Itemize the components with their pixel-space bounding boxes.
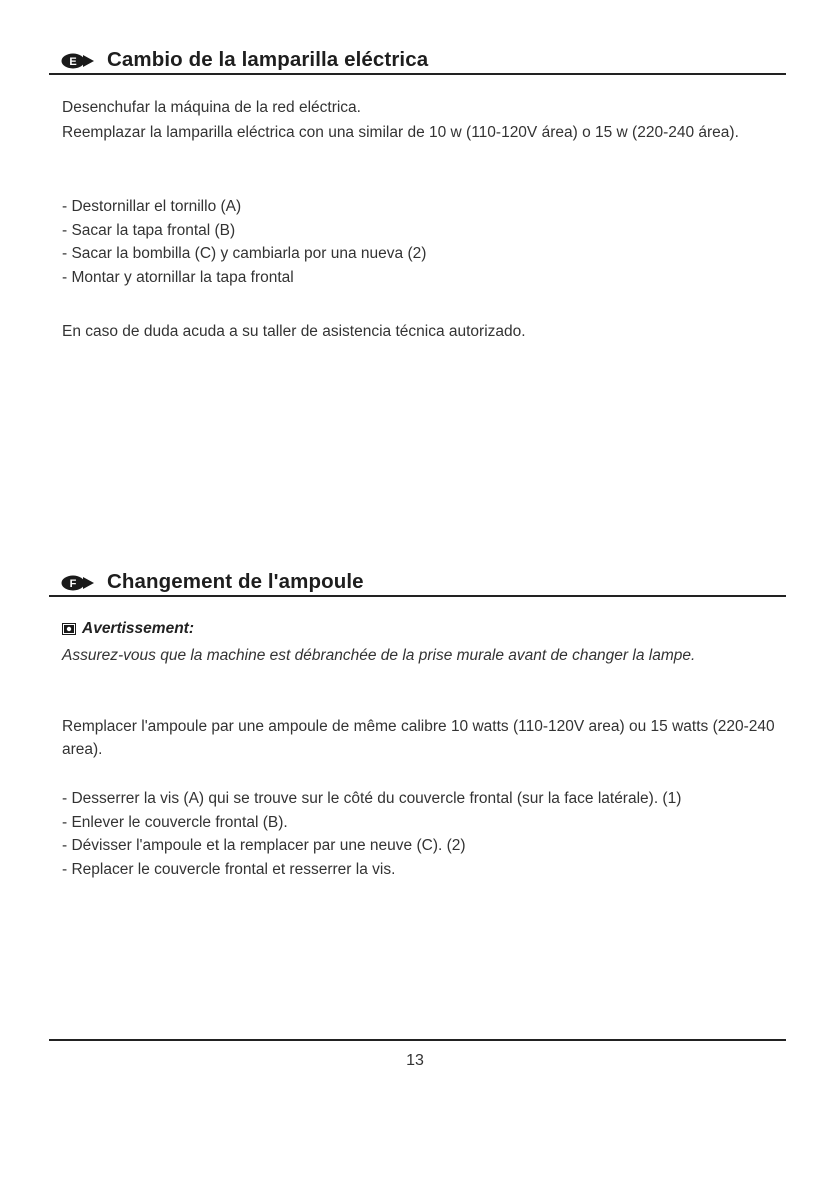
- list-item: - Replacer le couvercle frontal et resserrer la vis.: [62, 860, 396, 878]
- steps-list-fr: [62, 787, 681, 881]
- section-heading-fr: [49, 570, 786, 597]
- steps-list-es: [62, 195, 426, 289]
- list-item: - Montar y atornillar la tapa frontal: [62, 268, 294, 286]
- language-badge-fr-icon: [61, 575, 95, 591]
- warning-text: Assurez-vous que la machine est débranchée de la prise murale avant de changer la lampe.: [62, 647, 696, 664]
- warning-heading: [62, 620, 194, 638]
- language-badge-es-icon: [61, 53, 95, 69]
- closing-note-es: En caso de duda acuda a su taller de asistencia técnica autorizado.: [62, 323, 526, 340]
- page-number: 13: [406, 1052, 424, 1069]
- section-heading-es: [49, 48, 786, 75]
- list-item: - Destornillar el tornillo (A): [62, 198, 242, 215]
- list-item: - Sacar la bombilla (C) y cambiarla por una nueva (2): [62, 245, 427, 262]
- instruction-replace-fr: Remplacer l'ampoule par une ampoule de même calibre 10 watts (110-120V area) ou 15 watts (220-240 area).: [62, 718, 775, 758]
- list-item: - Dévisser l'ampoule et la remplacer par une neuve (C). (2): [62, 837, 466, 854]
- list-item: - Sacar la tapa frontal (B): [62, 221, 236, 239]
- badge-letter-fr: F: [69, 578, 77, 590]
- instruction-replace-es: Reemplazar la lamparilla eléctrica con una similar de 10 w (110-120V área) o 15 w (220-240 área).: [62, 124, 739, 141]
- list-item: - Desserrer la vis (A) qui se trouve sur le côté du couvercle frontal (sur la face latérale). (1): [62, 790, 682, 807]
- warning-title: Avertissement:: [82, 620, 194, 637]
- list-item: - Enlever le couvercle frontal (B).: [62, 813, 288, 831]
- footer-divider: [49, 1039, 786, 1041]
- section-title-es: Cambio de la lamparilla eléctrica: [107, 48, 429, 71]
- warning-icon: [62, 623, 76, 635]
- instruction-unplug-es: Desenchufar la máquina de la red eléctrica.: [62, 99, 361, 116]
- badge-letter-es: E: [69, 56, 77, 68]
- section-title-fr: Changement de l'ampoule: [107, 570, 364, 593]
